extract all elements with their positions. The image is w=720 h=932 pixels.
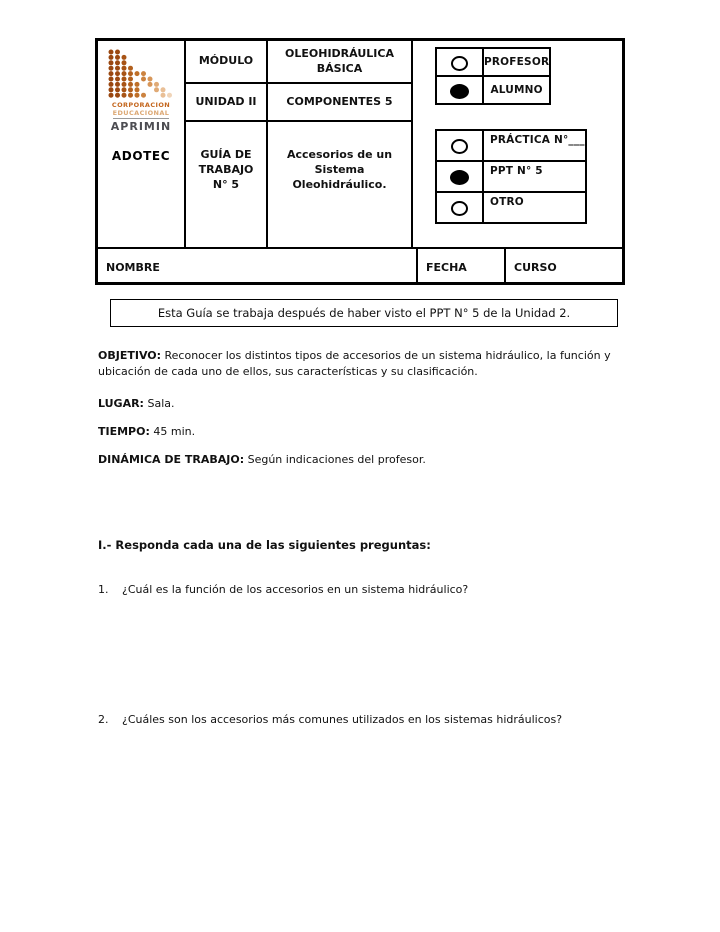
date-field[interactable] [418,249,506,285]
profesor-radio[interactable] [451,56,468,71]
course-label: CURSO [514,260,557,274]
material-row-ppt [436,161,586,192]
question-1-number: 1. [98,583,109,596]
unit-value: COMPONENTES 5 [268,84,411,122]
date-label: FECHA [426,260,467,274]
module-value: OLEOHIDRÁULICA BÁSICA [268,41,411,84]
question-2-number: 2. [98,713,109,726]
question-1-text: ¿Cuál es la función de los accesorios en un sistema hidráulico? [122,583,469,596]
tiempo-text: 45 min. [149,425,196,438]
alumno-radio[interactable] [450,84,469,99]
question-1 [98,583,638,596]
ppt-radio[interactable] [450,170,469,185]
header-top-section [98,41,622,247]
name-field[interactable] [98,249,418,285]
otro-label: OTRO [483,192,586,223]
course-field[interactable] [506,249,622,285]
institution-name: ADOTEC [111,149,171,163]
note-box [110,299,618,327]
dinamica-paragraph [98,452,622,468]
audience-table [435,47,551,105]
guide-value: Accesorios de un Sistema Oleohidráulico. [286,148,393,191]
lugar-label: LUGAR: [98,397,144,410]
question-2 [98,713,638,726]
logo-brand-text: APRIMIN [110,120,172,133]
material-table [435,129,587,224]
module-label: MÓDULO [186,41,268,84]
objetivo-text: Reconocer los distintos tipos de accesorios de un sistema hidráulico, la función y ubicación de cada uno de ellos, sus características y su clasificación. [98,349,611,378]
header-options-zone [413,41,622,247]
note-text: Esta Guía se trabaja después de haber visto el PPT N° 5 de la Unidad 2. [157,306,571,320]
lugar-paragraph [98,396,622,412]
objetivo-paragraph [98,348,622,380]
audience-row-alumno [436,76,550,104]
material-row-practica [436,130,586,161]
unit-label: UNIDAD II [186,84,268,122]
practica-label: PRÁCTICA N°___ [483,130,586,161]
logo-org-line2: EDUCACIONAL [112,109,170,117]
tiempo-paragraph [98,424,622,440]
audience-row-profesor [436,48,550,76]
alumno-label: ALUMNO [483,76,550,104]
objetivo-label: OBJETIVO: [98,349,162,362]
practica-radio[interactable] [451,139,468,154]
logo-cell [98,41,186,247]
material-row-otro [436,192,586,223]
header-module-grid [186,41,413,247]
tiempo-label: TIEMPO: [98,425,150,438]
header-table [95,38,625,285]
question-2-text: ¿Cuáles son los accesorios más comunes utilizados en los sistemas hidráulicos? [122,713,563,726]
lugar-text: Sala. [143,397,175,410]
header-bottom-row [98,247,622,285]
aprimin-logo-icon [106,48,176,100]
name-label: NOMBRE [106,260,160,274]
profesor-label: PROFESOR [483,48,550,76]
dinamica-text: Según indicaciones del profesor. [244,453,426,466]
questions-heading: I.- Responda cada una de las siguientes preguntas: [98,538,431,552]
logo-org-line1: CORPORACION [111,101,171,109]
dinamica-label: DINÁMICA DE TRABAJO: [98,453,245,466]
guide-label: GUÍA DE TRABAJO N° 5 [186,122,268,247]
ppt-label: PPT N° 5 [483,161,586,192]
otro-radio[interactable] [451,201,468,216]
